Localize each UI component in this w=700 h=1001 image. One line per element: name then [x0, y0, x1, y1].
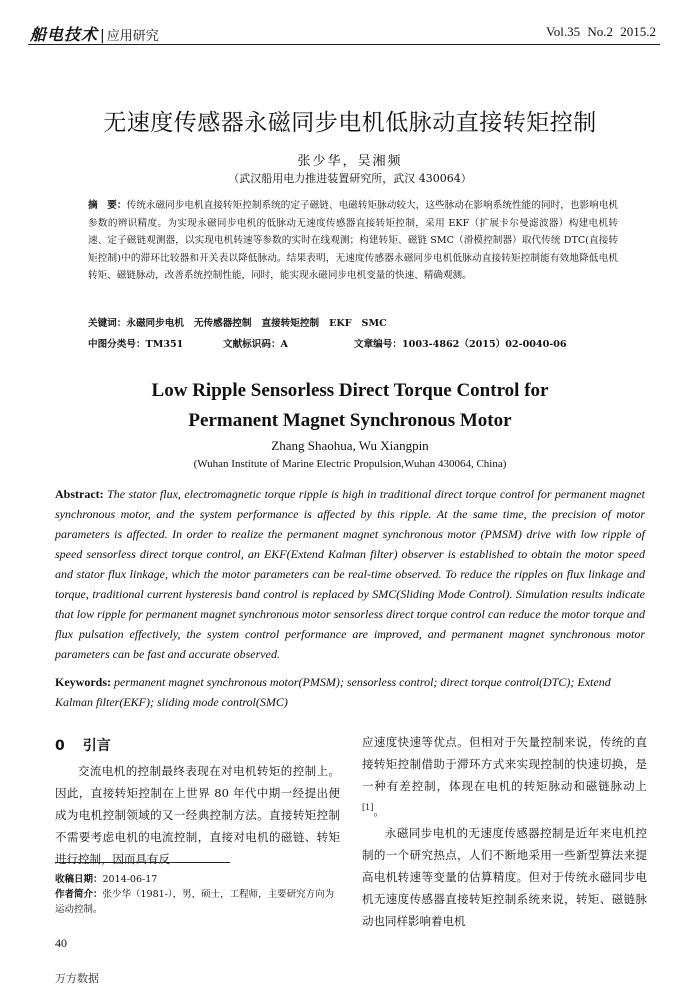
received-date: 2014-06-17 — [102, 874, 158, 885]
article-number: 文章编号：1003-4862（2015）02-0040-06 — [354, 339, 567, 350]
english-keywords-text: permanent magnet synchronous motor(PMSM); sensorless control; direct torque control(DTC); Extend Kalman filter(EKF); sliding mode control(SMC) — [55, 675, 611, 709]
english-authors: Zhang Shaohua, Wu Xiangpin — [271, 438, 429, 453]
english-keywords — [55, 672, 645, 712]
header-rule — [28, 44, 660, 45]
paragraph-text: 应速度快速等优点。但相对于矢量控制来说，传统的直接转矩控制借助于滞环方式来实现控制的快速切换，是一种有差控制，体现在电机的转矩脉动和磁链脉动上 — [362, 735, 647, 793]
issue-info: Vol.35 No.2 2015.2 — [546, 24, 656, 39]
clc-number: 中图分类号：TM351 — [88, 339, 184, 350]
keyword: 无传感器控制 — [193, 318, 252, 329]
english-keywords-label: Keywords: — [55, 675, 111, 689]
english-title-line: Permanent Magnet Synchronous Motor — [188, 410, 512, 431]
right-column — [362, 731, 647, 932]
footnote — [55, 872, 340, 917]
chinese-keywords-label: 关键词： — [88, 318, 127, 329]
chinese-abstract — [88, 197, 618, 285]
footnote-rule — [55, 862, 230, 863]
page-number: 40 — [55, 936, 67, 950]
column-name: 应用研究 — [106, 29, 159, 44]
keyword: 直接转矩控制 — [261, 318, 320, 329]
watermark: 万方数据 — [55, 972, 99, 985]
right-paragraph-1 — [362, 731, 647, 822]
english-abstract — [55, 484, 645, 664]
english-abstract-label: Abstract: — [55, 487, 104, 501]
paragraph-end: 。 — [373, 803, 385, 818]
chinese-abstract-label: 摘 要： — [88, 200, 127, 211]
bio-label: 作者简介： — [55, 889, 103, 900]
received-label: 收稿日期： — [55, 874, 103, 885]
journal-logo: 船电技术 — [30, 25, 99, 44]
keyword: SMC — [361, 318, 387, 329]
document-code: 文献标识码：A — [223, 339, 289, 350]
right-paragraph-2: 永磁同步电机的无速度传感器控制是近年来电机控制的一个研究热点，人们不断地采用一些新型算法来提高电机转速等变量的估算精度。但对于传统永磁同步电机无速度传感器直接转矩控制系统来说，转矩、磁链脉动也同样影响着电机 — [362, 825, 647, 928]
chinese-authors: 张少华，吴湘频 — [297, 154, 403, 169]
left-column-paragraph: 交流电机的控制最终表现在对电机转矩的控制上。因此，直接转矩控制在上世界 80 年代中期一经提出便成为电机控制领域的又一经典控制方法。直接转矩控制不需要考虑电机的电流控制，直接对电机的磁链、转矩进行控制，因而具有反 — [55, 764, 340, 866]
section-heading — [55, 735, 111, 755]
section-title: 引言 — [82, 738, 111, 754]
english-abstract-text: The stator flux, electromagnetic torque ripple is high in traditional direct torque control for permanent magnet synchronous motor, and the system performance is affected by this ripple. At the same time, the precision of motor parameters is affected. In order to realize the permanent magnet synchronous motor (PMSM) drive with low ripple of speed sensorless direct torque control, an EKF(Extend Kalman filter) observer is established to obtain the motor speed and stator flux linkage, which the motor parameters can be real-time observed. To reduce the ripples on flux linkage and torque, traditional current hysteresis band control is replaced by SMC(Sliding Mode Control). Simulation results indicate that low ripple for permanent magnet synchronous motor sensorless direct torque control can reduce the motor torque and flux pulsation effectively, the system control performance are improved, and permanent magnet synchronous motor parameters can be fast and accurate observed. — [55, 487, 645, 661]
citation-ref: [1] — [362, 803, 374, 812]
author-bio: 张少华（1981-），男，硕士，工程师，主要研究方向为运动控制。 — [55, 889, 335, 915]
chinese-affiliation: （武汉船用电力推进装置研究所，武汉 430064） — [228, 172, 472, 185]
section-number: 0 — [55, 738, 65, 754]
journal-header — [30, 22, 159, 45]
chinese-keywords — [88, 315, 628, 329]
english-title — [0, 376, 700, 436]
keyword: 永磁同步电机 — [126, 318, 184, 329]
keyword: EKF — [329, 318, 352, 329]
chinese-abstract-text: 传统永磁同步电机直接转矩控制系统的定子磁链、电磁转矩脉动较大，这些脉动在影响系统性能的同时，也影响电机参数的辨识精度。为实现永磁同步电机的低脉动无速度传感器直接转矩控制，采用 EKF（扩展卡尔曼滤波器）构建电机转速、定子磁链观测器，以实现电机转速等参数的实时在线观测；构建转矩、磁链 SMC（滑模控制器）取代传统 DTC(直接转矩控制)中的滞环比较器和开关表以降低脉动。结果表明，无速度传感器永磁同步电机低脉动直接转矩控制能有效地降低电机转矩、磁链脉动，改善系统控制性能，同时，能实现永磁同步电机变量的快速、精确观测。 — [88, 200, 619, 282]
english-title-line: Low Ripple Sensorless Direct Torque Control for — [151, 380, 549, 401]
chinese-title: 无速度传感器永磁同步电机低脉动直接转矩控制 — [103, 110, 597, 136]
english-affiliation: (Wuhan Institute of Marine Electric Propulsion,Wuhan 430064, China) — [193, 458, 507, 470]
header-separator: | — [100, 28, 105, 44]
